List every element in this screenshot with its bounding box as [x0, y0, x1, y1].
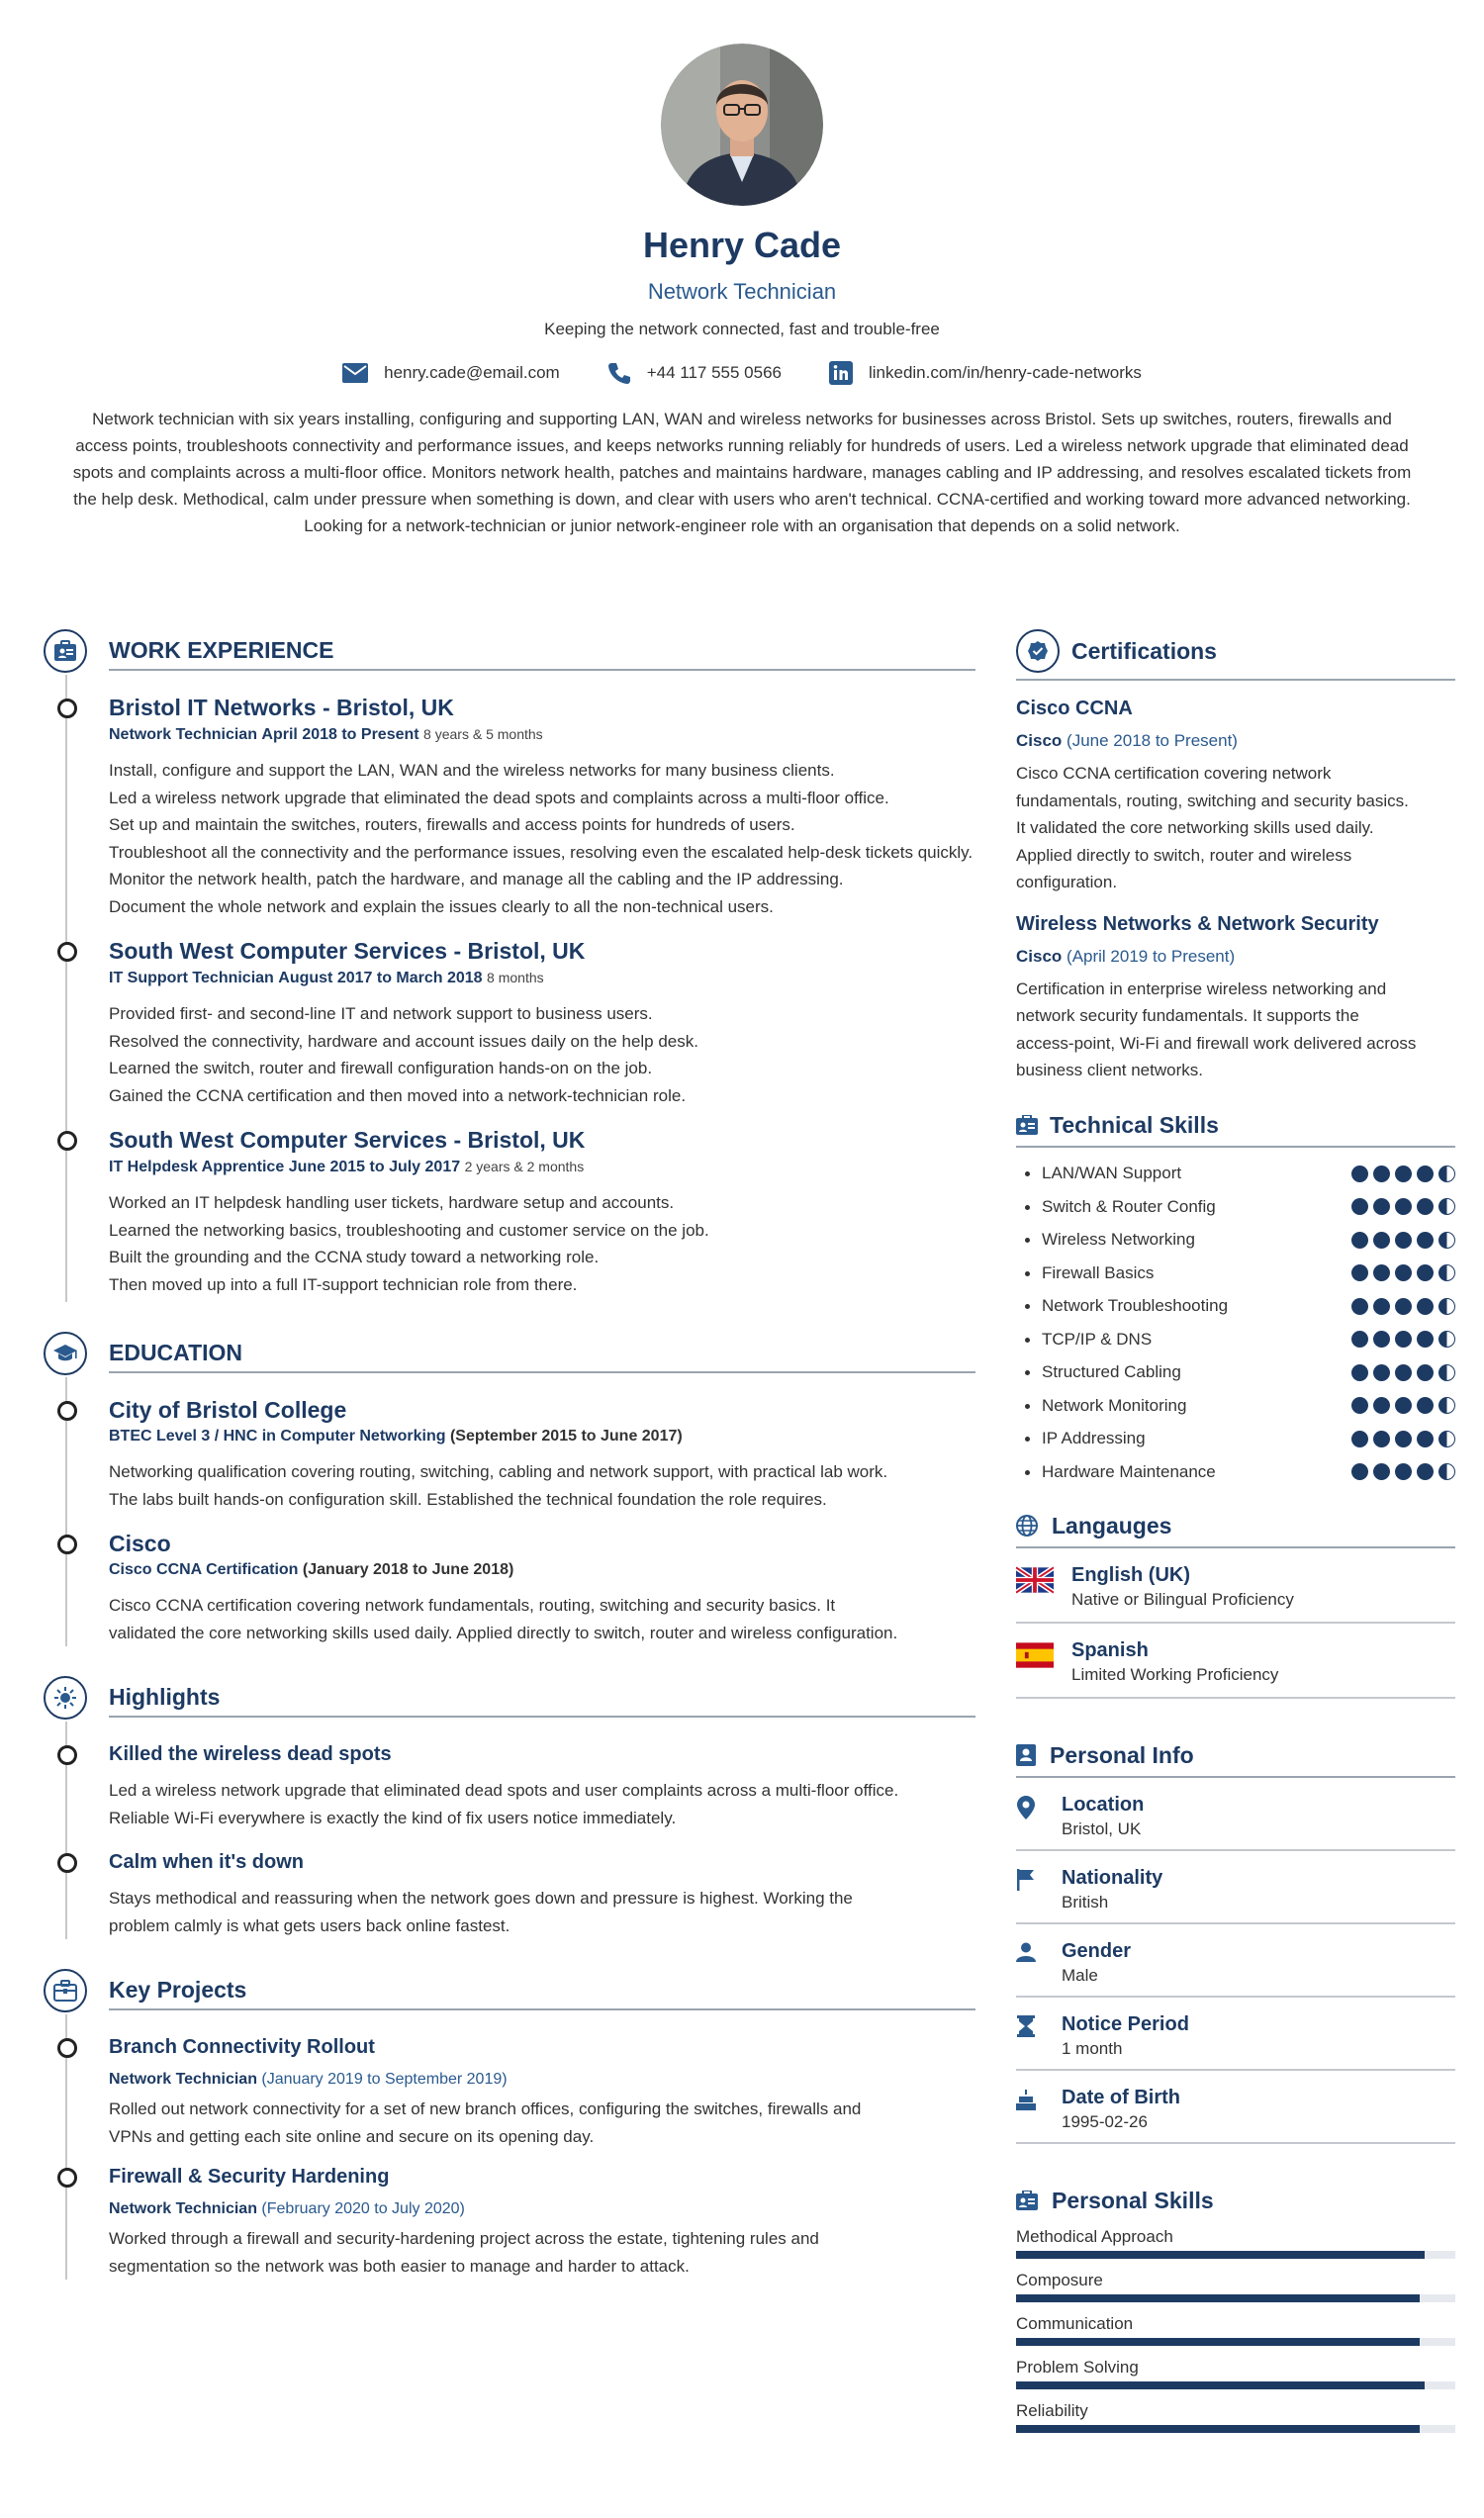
technical-skill-item — [1042, 1455, 1455, 1489]
certification-meta — [1016, 944, 1455, 970]
certification-line: network security fundamentals. It supports the — [1016, 1006, 1359, 1025]
personal-info-value: Bristol, UK — [1062, 1819, 1142, 1838]
job-line: Gained the CCNA certification and then moved into a network-technician role. — [109, 1085, 687, 1105]
job-line: Resolved the connectivity, hardware and account issues daily on the help desk. — [109, 1031, 698, 1051]
skill-level-bar — [1016, 2338, 1455, 2346]
education-meta — [109, 1425, 975, 1448]
education-entry — [109, 1395, 975, 1513]
highlight-description — [109, 1777, 975, 1831]
language-level: Native or Bilingual Proficiency — [1071, 1589, 1294, 1609]
rating-dot — [1417, 1298, 1434, 1315]
company-name: Bristol IT Networks - Bristol, UK — [109, 695, 454, 720]
flag-icon — [1017, 1869, 1035, 1891]
phone-icon — [607, 361, 631, 385]
language-entry — [1016, 1548, 1455, 1624]
skill-rating-dots — [1351, 1198, 1455, 1215]
highlight-description — [109, 1885, 975, 1939]
personal-info-label: Gender — [1062, 1939, 1132, 1962]
rating-dot — [1395, 1331, 1412, 1348]
highlight-title: Calm when it's down — [109, 1851, 304, 1873]
skill-rating-dots — [1351, 1331, 1455, 1348]
rating-dot — [1395, 1232, 1412, 1249]
certification-description — [1016, 976, 1455, 1084]
technical-skill-item — [1042, 1190, 1455, 1224]
projects-section — [44, 1969, 975, 2280]
technical-skill-name: • LAN/WAN Support — [1042, 1164, 1182, 1183]
technical-skill-name: • Wireless Networking — [1042, 1230, 1195, 1250]
certification-line: configuration. — [1016, 873, 1118, 891]
project-line: segmentation so the network was both easier to manage and harder to attack. — [109, 2256, 690, 2276]
language-name: English (UK) — [1071, 1563, 1190, 1586]
education-entry — [109, 1529, 975, 1646]
briefcase-badge-icon — [44, 629, 87, 673]
project-title: Firewall & Security Hardening — [109, 2166, 390, 2188]
skill-level-fill — [1016, 2381, 1425, 2389]
rating-dot — [1395, 1364, 1412, 1381]
skill-level-fill — [1016, 2338, 1420, 2346]
rating-dot — [1438, 1397, 1455, 1414]
contact-linkedin[interactable] — [829, 360, 1142, 386]
contact-phone[interactable] — [607, 360, 782, 386]
resume-header — [0, 0, 1484, 539]
skill-level-bar — [1016, 2381, 1455, 2389]
personal-skills-section — [1016, 2186, 1455, 2433]
personal-info-value: British — [1062, 1892, 1109, 1912]
section-title: EDUCATION — [109, 1332, 975, 1373]
job-meta — [109, 722, 975, 747]
toolbox-icon — [44, 1969, 87, 2012]
technical-skill-name: • Network Troubleshooting — [1042, 1296, 1229, 1316]
email-icon — [342, 363, 368, 383]
project-meta — [109, 2068, 975, 2092]
section-title: Personal Info — [1050, 1741, 1194, 1768]
degree-name: BTEC Level 3 / HNC in Computer Networking — [109, 1428, 446, 1445]
phone-text[interactable]: +44 117 555 0566 — [646, 363, 782, 383]
technical-skill-row — [1042, 1224, 1455, 1258]
job-entry — [109, 936, 975, 1109]
certification-issuer: Cisco — [1016, 731, 1063, 750]
technical-skill-row — [1042, 1356, 1455, 1390]
skill-rating-dots — [1351, 1232, 1455, 1249]
timeline-rail — [65, 675, 67, 1302]
technical-skill-name: • Hardware Maintenance — [1042, 1461, 1216, 1481]
school-name: City of Bristol College — [109, 1397, 347, 1423]
personal-info-label: Nationality — [1062, 1866, 1163, 1889]
certification-dates: (April 2019 to Present) — [1067, 946, 1236, 966]
job-line: Set up and maintain the switches, routers, firewalls and access points for hundreds of users. — [109, 815, 795, 834]
skill-rating-dots — [1351, 1264, 1455, 1281]
rating-dot — [1438, 1264, 1455, 1281]
technical-skill-row — [1042, 1423, 1455, 1456]
company-name: South West Computer Services - Bristol, UK — [109, 938, 586, 964]
technical-skill-row — [1042, 1323, 1455, 1356]
personal-info-notice-period — [1016, 1998, 1455, 2071]
timeline-dot — [57, 1535, 77, 1554]
cake-icon — [1016, 2089, 1036, 2110]
rating-dot — [1395, 1431, 1412, 1447]
degree-name: Cisco CCNA Certification — [109, 1561, 299, 1578]
highlight-entry — [109, 1847, 975, 1939]
contact-card-icon — [1016, 1744, 1036, 1766]
timeline-dot — [57, 699, 77, 718]
personal-info-date-of-birth — [1016, 2071, 1455, 2144]
certification-entry — [1016, 910, 1455, 1084]
section-header — [1016, 1740, 1455, 1778]
rating-dot — [1417, 1232, 1434, 1249]
project-description — [109, 2096, 975, 2150]
rating-dot — [1395, 1198, 1412, 1215]
job-duration: 8 years & 5 months — [423, 726, 543, 742]
education-line: Cisco CCNA certification covering network fundamentals, routing, switching and security basics. It — [109, 1596, 836, 1615]
personal-skill-item — [1016, 2225, 1455, 2259]
rating-dot — [1351, 1364, 1368, 1381]
job-line: Learned the networking basics, troubleshooting and customer service on the job. — [109, 1220, 709, 1240]
right-column — [1016, 629, 1455, 2433]
technical-skill-item — [1042, 1423, 1455, 1456]
highlight-title: Killed the wireless dead spots — [109, 1743, 392, 1765]
rating-dot — [1438, 1198, 1455, 1215]
personal-skill-name: Composure — [1016, 2270, 1103, 2289]
project-description — [109, 2225, 975, 2280]
rating-dot — [1395, 1166, 1412, 1182]
uk-flag-icon — [1016, 1566, 1054, 1594]
rating-dot — [1438, 1298, 1455, 1315]
personal-info-value: 1995-02-26 — [1062, 2111, 1148, 2131]
rating-dot — [1351, 1232, 1368, 1249]
education-dates: (September 2015 to June 2017) — [449, 1428, 683, 1445]
technical-skill-name: • IP Addressing — [1042, 1429, 1146, 1448]
certification-line: Certification in enterprise wireless networking and — [1016, 979, 1387, 998]
job-line: Install, configure and support the LAN, WAN and the wireless networks for many business clients. — [109, 761, 835, 780]
certification-line: It validated the core networking skills used daily. — [1016, 818, 1374, 837]
timeline-dot — [57, 1745, 77, 1765]
section-title: Personal Skills — [1052, 2187, 1214, 2213]
rating-dot — [1373, 1198, 1390, 1215]
job-line: Provided first- and second-line IT and network support to business users. — [109, 1004, 653, 1023]
rating-dot — [1395, 1397, 1412, 1414]
certification-line: business client networks. — [1016, 1061, 1203, 1079]
job-line: Worked an IT helpdesk handling user tickets, hardware setup and accounts. — [109, 1193, 675, 1212]
rating-dot — [1417, 1166, 1434, 1182]
job-entry — [109, 1125, 975, 1298]
skill-rating-dots — [1351, 1397, 1455, 1414]
email-text[interactable]: henry.cade@email.com — [384, 363, 560, 383]
personal-info-label: Date of Birth — [1062, 2086, 1180, 2108]
technical-skill-name: • Switch & Router Config — [1042, 1196, 1216, 1216]
rating-dot — [1417, 1331, 1434, 1348]
highlight-line: problem calmly is what gets users back online fastest. — [109, 1915, 510, 1935]
contact-email[interactable] — [342, 360, 560, 386]
rating-dot — [1438, 1364, 1455, 1381]
education-dates: (January 2018 to June 2018) — [302, 1561, 514, 1578]
skill-rating-dots — [1351, 1166, 1455, 1182]
linkedin-text[interactable]: linkedin.com/in/henry-cade-networks — [868, 363, 1142, 383]
id-badge-icon — [1016, 1115, 1038, 1135]
rating-dot — [1417, 1264, 1434, 1281]
job-position: IT Support Technician — [109, 970, 274, 986]
rating-dot — [1438, 1232, 1455, 1249]
job-duration: 8 months — [487, 970, 544, 985]
rating-dot — [1417, 1463, 1434, 1480]
spain-flag-icon — [1016, 1641, 1054, 1669]
job-duration: 2 years & 2 months — [464, 1159, 585, 1174]
left-column — [44, 629, 975, 2280]
job-description — [109, 1189, 975, 1298]
rating-dot — [1373, 1232, 1390, 1249]
rating-dot — [1417, 1397, 1434, 1414]
section-title: Langauges — [1052, 1512, 1172, 1539]
skill-level-bar — [1016, 2251, 1455, 2259]
section-title: Technical Skills — [1050, 1111, 1219, 1138]
globe-icon — [1016, 1515, 1038, 1537]
technical-skill-row — [1042, 1158, 1455, 1191]
education-description — [109, 1458, 975, 1513]
language-level: Limited Working Proficiency — [1071, 1664, 1279, 1684]
job-meta — [109, 966, 975, 990]
certification-line: Applied directly to switch, router and wireless — [1016, 845, 1352, 865]
rating-dot — [1438, 1166, 1455, 1182]
job-position: Network Technician — [109, 726, 257, 743]
sparkle-icon — [44, 1676, 87, 1720]
skill-rating-dots — [1351, 1431, 1455, 1447]
skill-level-bar — [1016, 2425, 1455, 2433]
certification-name: Wireless Networks & Network Security — [1016, 912, 1379, 935]
timeline-dot — [57, 2168, 77, 2188]
skill-rating-dots — [1351, 1463, 1455, 1480]
rating-dot — [1373, 1364, 1390, 1381]
candidate-name: Henry Cade — [642, 225, 842, 265]
rating-dot — [1395, 1463, 1412, 1480]
timeline-dot — [57, 942, 77, 962]
section-header — [1016, 2186, 1455, 2215]
timeline-dot — [57, 1401, 77, 1421]
job-line: Then moved up into a full IT-support technician role from there. — [109, 1274, 578, 1294]
education-line: Networking qualification covering routing, switching, cabling and network support, with practical lab work. — [109, 1462, 888, 1481]
school-name: Cisco — [109, 1531, 171, 1556]
personal-info-value: 1 month — [1062, 2038, 1123, 2058]
company-name: South West Computer Services - Bristol, UK — [109, 1127, 586, 1153]
rating-dot — [1373, 1431, 1390, 1447]
job-position: IT Helpdesk Apprentice — [109, 1159, 285, 1175]
highlight-line: Stays methodical and reassuring when the network goes down and pressure is highest. Working the — [109, 1889, 853, 1908]
skill-level-fill — [1016, 2294, 1420, 2302]
education-description — [109, 1592, 975, 1646]
job-title: Network Technician — [647, 279, 837, 305]
job-line: Troubleshoot all the connectivity and the performance issues, resolving even the escalated help-desk tickets quickly. — [109, 842, 974, 862]
certification-description — [1016, 760, 1455, 896]
certification-line: access-point, Wi-Fi and firewall work delivered across — [1016, 1033, 1417, 1053]
language-name: Spanish — [1071, 1638, 1149, 1661]
education-meta — [109, 1558, 975, 1582]
job-line: Document the whole network and explain the issues clearly to all the non-technical users. — [109, 896, 774, 916]
highlight-line: Led a wireless network upgrade that eliminated dead spots and user complaints across a multi-floor office. — [109, 1781, 899, 1800]
personal-skills-list — [1016, 2225, 1455, 2433]
job-meta — [109, 1155, 975, 1179]
rating-dot — [1373, 1463, 1390, 1480]
personal-skill-item — [1016, 2399, 1455, 2433]
project-role: Network Technician — [109, 2200, 257, 2217]
technical-skill-name: • TCP/IP & DNS — [1042, 1329, 1153, 1349]
rating-dot — [1351, 1397, 1368, 1414]
rating-dot — [1351, 1463, 1368, 1480]
job-line: Built the grounding and the CCNA study toward a networking role. — [109, 1248, 600, 1266]
personal-info-gender — [1016, 1924, 1455, 1998]
job-dates: June 2015 to July 2017 — [288, 1159, 461, 1175]
certification-dates: (June 2018 to Present) — [1067, 731, 1238, 750]
technical-skill-row — [1042, 1455, 1455, 1489]
rating-dot — [1351, 1298, 1368, 1315]
contact-row — [0, 360, 1484, 386]
profile-photo — [661, 44, 823, 206]
rating-dot — [1351, 1431, 1368, 1447]
rating-dot — [1351, 1166, 1368, 1182]
job-entry — [109, 693, 975, 920]
timeline-dot — [57, 1131, 77, 1151]
rating-dot — [1438, 1431, 1455, 1447]
skill-level-fill — [1016, 2251, 1425, 2259]
rating-dot — [1373, 1264, 1390, 1281]
work-experience-section — [44, 629, 975, 1302]
rating-dot — [1373, 1331, 1390, 1348]
technical-skills-list — [1016, 1158, 1455, 1489]
personal-info-section — [1016, 1740, 1455, 2144]
technical-skill-row — [1042, 1389, 1455, 1423]
technical-skill-item — [1042, 1290, 1455, 1324]
personal-info-label: Location — [1062, 1793, 1145, 1816]
technical-skill-name: • Structured Cabling — [1042, 1362, 1181, 1382]
certification-name: Cisco CCNA — [1016, 698, 1133, 719]
section-header — [1016, 1511, 1455, 1548]
project-role: Network Technician — [109, 2071, 257, 2088]
personal-skill-name: Problem Solving — [1016, 2357, 1139, 2377]
certification-meta — [1016, 728, 1455, 754]
rating-dot — [1417, 1198, 1434, 1215]
project-line: Rolled out network connectivity for a set of new branch offices, configuring the switches, firewalls and — [109, 2099, 862, 2118]
technical-skill-item — [1042, 1224, 1455, 1258]
job-description — [109, 757, 975, 920]
technical-skill-row — [1042, 1257, 1455, 1290]
rating-dot — [1351, 1331, 1368, 1348]
rating-dot — [1395, 1264, 1412, 1281]
technical-skill-item — [1042, 1158, 1455, 1191]
section-header — [1016, 1110, 1455, 1148]
technical-skills-section — [1016, 1110, 1455, 1489]
skill-rating-dots — [1351, 1298, 1455, 1315]
personal-skill-name: Reliability — [1016, 2400, 1088, 2420]
hourglass-icon — [1017, 2015, 1035, 2037]
id-badge-icon — [1016, 2191, 1038, 2210]
skill-level-bar — [1016, 2294, 1455, 2302]
job-dates: April 2018 to Present — [261, 726, 419, 743]
personal-skill-name: Communication — [1016, 2313, 1134, 2333]
personal-skill-item — [1016, 2312, 1455, 2346]
technical-skill-item — [1042, 1323, 1455, 1356]
project-dates: (January 2019 to September 2019) — [261, 2071, 508, 2088]
personal-info-value: Male — [1062, 1965, 1098, 1985]
person-icon — [1016, 1942, 1036, 1962]
technical-skill-row — [1042, 1290, 1455, 1324]
technical-skill-row — [1042, 1190, 1455, 1224]
verified-badge-icon — [1016, 629, 1060, 673]
rating-dot — [1351, 1264, 1368, 1281]
timeline-dot — [57, 2038, 77, 2058]
rating-dot — [1373, 1166, 1390, 1182]
tagline: Keeping the network connected, fast and trouble-free — [544, 319, 940, 338]
section-title: Key Projects — [109, 1969, 975, 2010]
personal-info-nationality — [1016, 1851, 1455, 1924]
skill-rating-dots — [1351, 1364, 1455, 1381]
project-entry — [109, 2032, 975, 2150]
certification-line: fundamentals, routing, switching and security basics. — [1016, 791, 1409, 810]
highlight-entry — [109, 1739, 975, 1831]
project-meta — [109, 2197, 975, 2221]
certification-entry — [1016, 695, 1455, 896]
job-description — [109, 1000, 975, 1109]
project-line: Worked through a firewall and security-hardening project across the estate, tightening rules and — [109, 2229, 819, 2248]
personal-skill-item — [1016, 2269, 1455, 2302]
section-header — [1016, 629, 1455, 681]
education-line: validated the core networking skills used daily. Applied directly to switch, router and wireless configuration. — [109, 1623, 898, 1642]
section-title: Certifications — [1071, 638, 1217, 664]
profile-summary: Network technician with six years installing, configuring and supporting LAN, WAN and wireless networks for businesses across Bristol. Sets up switches, routers, firewalls and access points, troubleshoots connectivity and performance issues, and keeps networks running reliably for hundreds of users. Led a wireless network upgrade that eliminated dead spots and complaints across a multi-floor office. Monitors network health, patches and maintains hardware, manages cabling and IP addressing, and resolves escalated tickets from the help desk. Methodical, calm under pressure when something is down, and clear with users who aren't technical. CCNA-certified and working toward more advanced networking. Looking for a network-technician or junior network-engineer role with an organisation that depends on a solid network. — [72, 410, 1412, 536]
rating-dot — [1351, 1198, 1368, 1215]
rating-dot — [1373, 1298, 1390, 1315]
location-pin-icon — [1017, 1796, 1035, 1819]
rating-dot — [1373, 1397, 1390, 1414]
project-dates: (February 2020 to July 2020) — [261, 2200, 465, 2217]
job-line: Monitor the network health, patch the hardware, and manage all the cabling and the IP addressing. — [109, 870, 844, 888]
education-section — [44, 1332, 975, 1646]
rating-dot — [1438, 1331, 1455, 1348]
personal-skill-item — [1016, 2356, 1455, 2389]
job-dates: August 2017 to March 2018 — [278, 970, 483, 986]
education-line: The labs built hands-on configuration skill. Established the technical foundation the role requires. — [109, 1489, 827, 1509]
personal-info-label: Notice Period — [1062, 2012, 1189, 2035]
rating-dot — [1438, 1463, 1455, 1480]
technical-skill-item — [1042, 1356, 1455, 1390]
technical-skill-name: • Firewall Basics — [1042, 1262, 1155, 1282]
project-entry — [109, 2162, 975, 2280]
certification-line: Cisco CCNA certification covering network — [1016, 764, 1332, 783]
certification-issuer: Cisco — [1016, 946, 1063, 966]
skill-level-fill — [1016, 2425, 1420, 2433]
rating-dot — [1395, 1298, 1412, 1315]
certifications-section — [1016, 629, 1455, 1084]
section-title: WORK EXPERIENCE — [109, 629, 975, 671]
rating-dot — [1417, 1431, 1434, 1447]
language-entry — [1016, 1624, 1455, 1699]
personal-skill-name: Methodical Approach — [1016, 2226, 1173, 2246]
job-line: Led a wireless network upgrade that eliminated the dead spots and complaints across a multi-floor office. — [109, 788, 889, 807]
technical-skill-name: • Network Monitoring — [1042, 1395, 1187, 1415]
linkedin-icon — [829, 361, 853, 385]
job-line: Learned the switch, router and firewall configuration hands-on on the job. — [109, 1059, 653, 1077]
technical-skill-item — [1042, 1389, 1455, 1423]
languages-section — [1016, 1511, 1455, 1699]
highlight-line: Reliable Wi-Fi everywhere is exactly the kind of fix users notice immediately. — [109, 1808, 677, 1827]
section-title: Highlights — [109, 1676, 975, 1718]
technical-skill-item — [1042, 1257, 1455, 1290]
graduation-cap-icon — [44, 1332, 87, 1375]
highlights-section — [44, 1676, 975, 1939]
rating-dot — [1417, 1364, 1434, 1381]
personal-info-location — [1016, 1778, 1455, 1851]
project-title: Branch Connectivity Rollout — [109, 2036, 375, 2058]
project-line: VPNs and getting each site online and secure on its opening day. — [109, 2126, 595, 2146]
timeline-dot — [57, 1853, 77, 1873]
